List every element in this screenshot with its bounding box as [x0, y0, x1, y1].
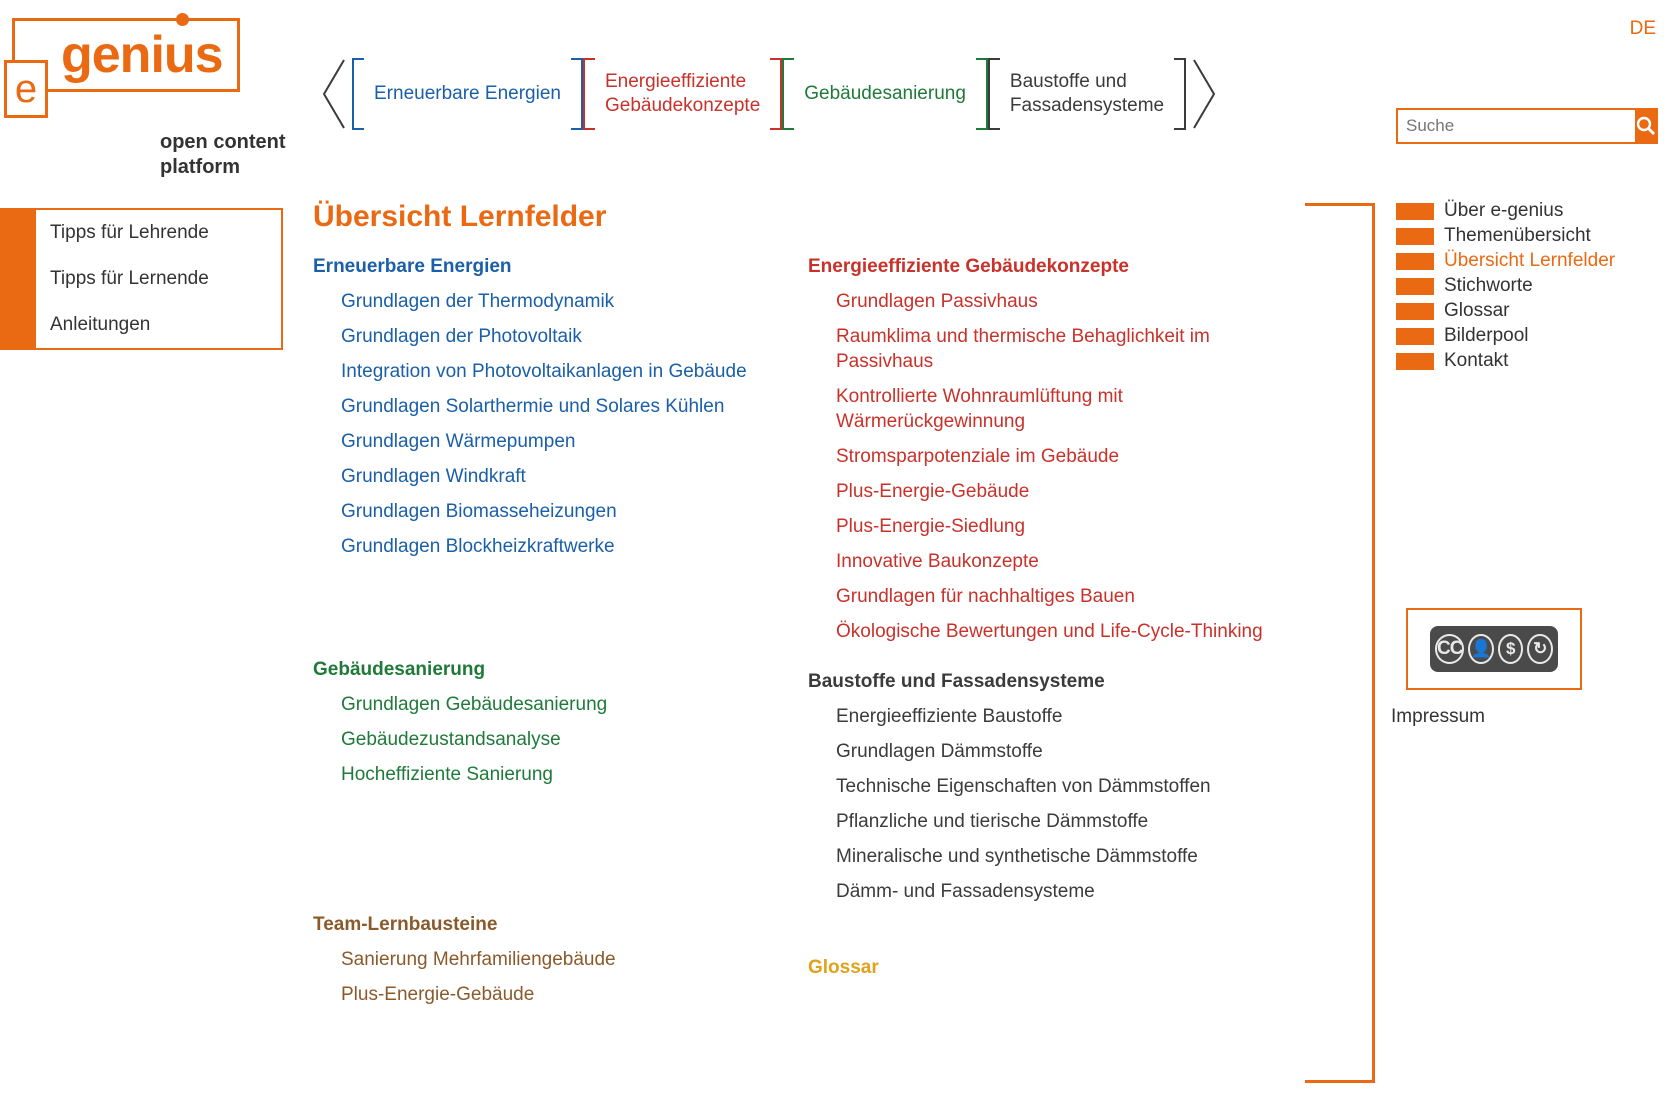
search-icon	[1635, 115, 1657, 137]
group-erneuerbare-energien	[313, 256, 813, 564]
tab-energieeffiziente-gebaeudekonzepte[interactable]	[583, 58, 782, 130]
group-gebaeudesanierung	[313, 659, 813, 792]
group-link[interactable]: Plus-Energie-Gebäude	[341, 984, 535, 1005]
group-link[interactable]: Grundlagen der Photovoltaik	[341, 326, 582, 347]
group-link[interactable]: Grundlagen für nachhaltiges Bauen	[836, 586, 1135, 607]
cc-nc-icon: $	[1498, 634, 1524, 664]
group-link[interactable]: Grundlagen Wärmepumpen	[341, 431, 576, 452]
impressum-link[interactable]: Impressum	[1391, 706, 1485, 727]
sidebar-item-label: Tipps für Lernende	[50, 268, 209, 289]
cc-icon: CC	[1435, 634, 1464, 664]
sidebar-item-tipps-lernende[interactable]	[2, 256, 281, 302]
group-title: Gebäudesanierung	[313, 659, 486, 680]
page-header	[0, 0, 1680, 185]
group-link[interactable]: Grundlagen Gebäudesanierung	[341, 694, 608, 715]
group-link[interactable]: Sanierung Mehrfamiliengebäude	[341, 949, 616, 970]
site-logo[interactable]	[8, 18, 308, 178]
group-team-lernbausteine	[313, 914, 813, 1012]
tab-bracket-right	[571, 58, 583, 130]
tab-bracket-left	[352, 58, 364, 130]
nav-next-arrow-icon[interactable]	[1186, 58, 1220, 130]
tab-bracket-right	[770, 58, 782, 130]
sidebar-left	[0, 208, 283, 350]
main-navigation	[318, 58, 1220, 130]
creative-commons-license[interactable]	[1406, 608, 1582, 690]
bullet-square-icon	[1396, 228, 1434, 245]
group-link[interactable]: Mineralische und synthetische Dämmstoffe	[836, 846, 1198, 867]
group-link[interactable]: Pflanzliche und tierische Dämmstoffe	[836, 811, 1149, 832]
tab-label-line2: Gebäudekonzepte	[604, 95, 761, 116]
sidebar-right	[1396, 200, 1666, 375]
logo-subtitle	[160, 130, 330, 180]
tab-baustoffe-und-fassadensysteme[interactable]	[988, 58, 1186, 130]
sidebar-item-label: Tipps für Lehrende	[50, 222, 209, 243]
sidebar-item-glossar[interactable]	[1396, 300, 1666, 322]
sidebar-item-label: Glossar	[1444, 300, 1510, 321]
group-title: Baustoffe und Fassadensysteme	[808, 671, 1105, 692]
sidebar-item-label: Über e-genius	[1444, 200, 1564, 221]
group-title: Team-Lernbausteine	[313, 914, 498, 935]
tab-label	[605, 70, 760, 118]
sidebar-item-themenuebersicht[interactable]	[1396, 225, 1666, 247]
tab-bracket-left	[988, 58, 1000, 130]
sidebar-item-label: Anleitungen	[50, 314, 151, 335]
group-glossar	[808, 957, 1308, 979]
sidebar-item-tipps-lehrende[interactable]	[2, 210, 281, 256]
column-left	[313, 256, 813, 1012]
sidebar-item-label: Kontakt	[1444, 350, 1509, 371]
group-link[interactable]: Stromsparpotenziale im Gebäude	[836, 446, 1120, 467]
search-button[interactable]	[1635, 110, 1657, 142]
sidebar-item-label: Übersicht Lernfelder	[1444, 250, 1616, 271]
tab-erneuerbare-energien[interactable]	[352, 58, 583, 130]
group-link[interactable]: Kontrollierte Wohnraumlüftung mit Wärmerückgewinnung	[836, 386, 1123, 432]
tab-bracket-left	[583, 58, 595, 130]
sidebar-item-stichworte[interactable]	[1396, 275, 1666, 297]
group-link[interactable]: Dämm- und Fassadensysteme	[836, 881, 1095, 902]
bullet-square-icon	[1396, 353, 1434, 370]
sidebar-item-ueber-e-genius[interactable]	[1396, 200, 1666, 222]
nav-prev-arrow-icon[interactable]	[318, 58, 352, 130]
cc-by-icon: 👤	[1468, 634, 1494, 664]
tab-bracket-right	[1174, 58, 1186, 130]
group-link[interactable]: Technische Eigenschaften von Dämmstoffen	[836, 776, 1211, 797]
bullet-square-icon	[1396, 253, 1434, 270]
bullet-square-icon	[1396, 328, 1434, 345]
group-link[interactable]: Plus-Energie-Gebäude	[836, 481, 1030, 502]
column-right	[808, 256, 1308, 985]
group-title: Energieeffiziente Gebäudekonzepte	[808, 256, 1129, 277]
logo-subtitle-line2: platform	[160, 156, 240, 178]
group-link[interactable]: Hocheffiziente Sanierung	[341, 764, 553, 785]
tab-bracket-right	[976, 58, 988, 130]
main-content	[313, 200, 1383, 1116]
page-title: Übersicht Lernfelder	[313, 200, 607, 233]
tab-label	[1010, 70, 1164, 118]
tab-bracket-left	[782, 58, 794, 130]
group-link[interactable]: Grundlagen Blockheizkraftwerke	[341, 536, 615, 557]
group-link[interactable]: Grundlagen Biomasseheizungen	[341, 501, 617, 522]
group-link[interactable]: Raumklima und thermische Behaglichkeit im Passivhaus	[836, 326, 1210, 372]
logo-wordmark: genius	[61, 26, 223, 84]
bullet-square-icon	[1396, 303, 1434, 320]
sidebar-item-label: Themenübersicht	[1444, 225, 1591, 246]
group-link[interactable]: Energieeffiziente Baustoffe	[836, 706, 1063, 727]
group-link[interactable]: Ökologische Bewertungen und Life-Cycle-Thinking	[836, 621, 1263, 642]
group-link[interactable]: Grundlagen Windkraft	[341, 466, 526, 487]
logo-letter-e: e	[4, 60, 48, 118]
group-link[interactable]: Integration von Photovoltaikanlagen in Gebäude	[341, 361, 747, 382]
logo-subtitle-line1: open content	[160, 131, 286, 153]
sidebar-item-uebersicht-lernfelder[interactable]	[1396, 250, 1666, 272]
group-link[interactable]: Plus-Energie-Siedlung	[836, 516, 1026, 537]
sidebar-item-label: Stichworte	[1444, 275, 1533, 296]
group-link[interactable]: Grundlagen der Thermodynamik	[341, 291, 615, 312]
group-link[interactable]: Grundlagen Dämmstoffe	[836, 741, 1043, 762]
tab-gebaeudesanierung[interactable]	[782, 58, 988, 130]
bullet-square-icon	[1396, 203, 1434, 220]
sidebar-item-kontakt[interactable]	[1396, 350, 1666, 372]
group-title[interactable]: Glossar	[808, 957, 879, 978]
lernfelder-columns	[313, 256, 1383, 1116]
sidebar-item-bilderpool[interactable]	[1396, 325, 1666, 347]
tab-label-line2: Fassadensysteme	[1009, 95, 1165, 116]
group-baustoffe-und-fassadensysteme	[808, 671, 1308, 909]
search-box[interactable]	[1396, 108, 1658, 144]
tab-label-line1: Energieeffiziente	[604, 71, 747, 92]
group-link[interactable]: Gebäudezustandsanalyse	[341, 729, 561, 750]
content-bracket-decoration	[1305, 203, 1375, 1083]
search-input[interactable]	[1398, 110, 1635, 142]
group-link[interactable]: Grundlagen Solarthermie und Solares Kühlen	[341, 396, 725, 417]
logo-dot-icon	[176, 13, 189, 26]
tab-label: Gebäudesanierung	[804, 83, 966, 104]
group-link[interactable]: Innovative Baukonzepte	[836, 551, 1039, 572]
tab-label: Erneuerbare Energien	[374, 83, 561, 104]
creative-commons-badge-icon	[1430, 626, 1558, 672]
sidebar-item-anleitungen[interactable]	[2, 302, 281, 348]
group-link[interactable]: Grundlagen Passivhaus	[836, 291, 1038, 312]
group-energieeffiziente-gebaeudekonzepte	[808, 256, 1308, 649]
cc-sa-icon: ↻	[1527, 634, 1553, 664]
group-title: Erneuerbare Energien	[313, 256, 512, 277]
sidebar-item-label: Bilderpool	[1444, 325, 1529, 346]
tab-label-line1: Baustoffe und	[1009, 71, 1127, 92]
bullet-square-icon	[1396, 278, 1434, 295]
language-switch-de[interactable]: DE	[1629, 18, 1656, 39]
